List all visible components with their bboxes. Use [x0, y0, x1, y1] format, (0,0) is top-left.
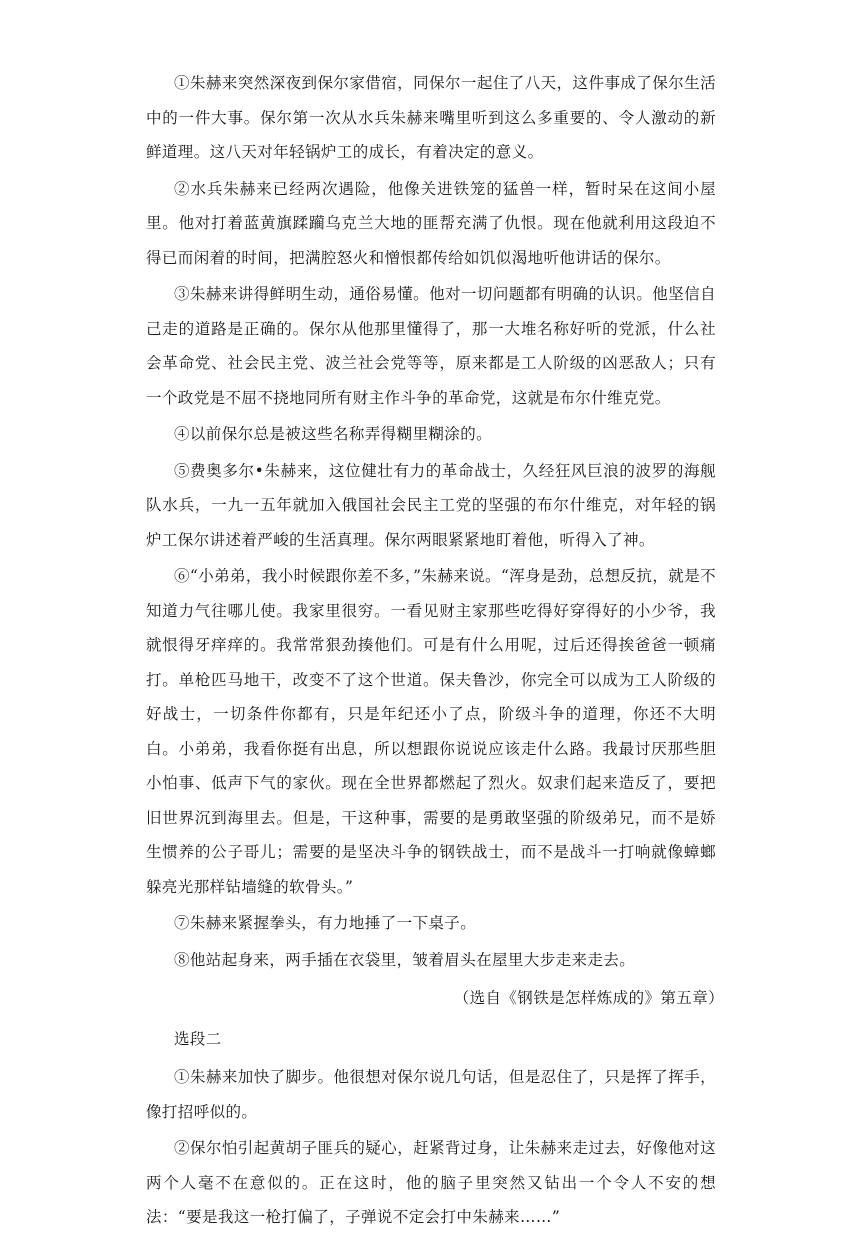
paragraph-1-3: ③朱赫来讲得鲜明生动，通俗易懂。他对一切问题都有明确的认识。他坚信自己走的道路是正确的。保尔从他那里懂得了，那一大堆名称好听的党派，什么社会革命党、社会民主党、波兰社会党等等，原来都是工人阶级的凶恶敌人；只有一个政党是不屈不挠地同所有财主作斗争的革命党，这就是布尔什维克党。 [146, 285, 716, 407]
paragraph-2-2: ②保尔怕引起黄胡子匪兵的疑心，赶紧背过身，让朱赫来走过去，好像他对这两个人毫不在意似的。正在这时，他的脑子里突然又钻出一个令人不安的想法：“要是我这一枪打偏了，子弹说不定会打中朱赫来……” [146, 1139, 716, 1226]
paragraph-1-2: ②水兵朱赫来已经两次遇险，他像关进铁笼的猛兽一样，暂时呆在这间小屋里。他对打着蓝黄旗蹂躏乌克兰大地的匪帮充满了仇恨。现在他就利用这段迫不得已而闲着的时间，把满腔怒火和憎恨都传给如饥似渴地听他讲话的保尔。 [146, 179, 716, 267]
paragraph-1-5: ⑤费奥多尔•朱赫来，这位健壮有力的革命战士，久经狂风巨浪的波罗的海舰队水兵，一九一五年就加入俄国社会民主工党的坚强的布尔什维克，对年轻的锅炉工保尔讲述着严峻的生活真理。保尔两眼紧紧地盯着他，听得入了神。 [146, 461, 716, 549]
source-citation: （选自《钢铁是怎样炼成的》第五章） [453, 989, 724, 1007]
excerpt-one [146, 66, 724, 1016]
paragraph-1-8: ⑧他站起身来，两手插在衣袋里，皱着眉头在屋里大步走来走去。 [174, 950, 636, 969]
paragraph-1-6: ⑥“小弟弟，我小时候跟你差不多，”朱赫来说。“浑身是劲，总想反抗，就是不知道力气往哪儿使。我家里很穷。一看见财主家那些吃得好穿得好的小少爷，我就恨得牙痒痒的。我常常狠劲揍他们。可是有什么用呢，过后还得挨爸爸一顿痛打。单枪匹马地干，改变不了这个世道。保夫鲁沙，你完全可以成为工人阶级的好战士，一切条件你都有，只是年纪还小了点，阶级斗争的道理，你还不大明白。小弟弟，我看你挺有出息，所以想跟你说说应该走什么路。我最讨厌那些胆小怕事、低声下气的家伙。现在全世界都燃起了烈火。奴隶们起来造反了，要把旧世界沉到海里去。但是，干这种事，需要的是勇敢坚强的阶级弟兄，而不是娇生惯养的公子哥儿；需要的是坚决斗争的钢铁战士，而不是战斗一打响就像蟑螂躲亮光那样钻墙缝的软骨头。” [146, 567, 716, 896]
paragraph-1-1: ①朱赫来突然深夜到保尔家借宿，同保尔一起住了八天，这件事成了保尔生活中的一件大事。保尔第一次从水兵朱赫来嘴里听到这么多重要的、令人激动的新鲜道理。这八天对年轻锅炉工的成长，有着决定的意义。 [146, 74, 716, 161]
document-page [146, 66, 724, 1237]
paragraph-1-4: ④以前保尔总是被这些名称弄得糊里糊涂的。 [174, 425, 493, 443]
section-heading: 选段二 [174, 1029, 222, 1048]
paragraph-2-1: ①朱赫来加快了脚步。他很想对保尔说几句话，但是忍住了，只是挥了挥手，像打招呼似的。 [146, 1068, 716, 1121]
paragraph-1-7: ⑦朱赫来紧握拳头，有力地捶了一下桌子。 [174, 914, 477, 932]
excerpt-two [146, 1022, 716, 1235]
